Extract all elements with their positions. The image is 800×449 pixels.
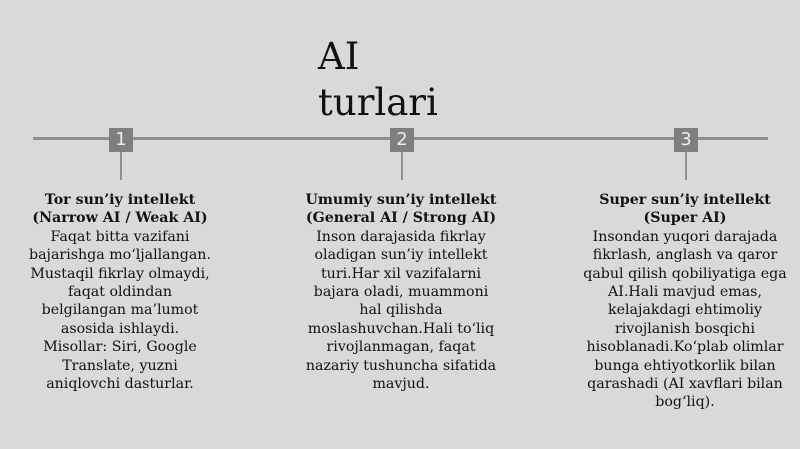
column-3-heading-line-1: Super sun’iy intellekt bbox=[599, 192, 771, 208]
column-1-body-line: Translate, yuzni bbox=[62, 357, 178, 374]
column-super-ai bbox=[567, 191, 800, 412]
column-3-body-line: AI.Hali mavjud emas, bbox=[608, 284, 762, 301]
column-1-heading-line-1: Tor sun’iy intellekt bbox=[44, 192, 196, 208]
column-3-body-line: kelajakdagi ehtimoliy bbox=[608, 302, 762, 319]
step-stem-2 bbox=[401, 152, 403, 180]
column-3-heading-line-2: (Super AI) bbox=[643, 210, 727, 227]
step-marker-3: 3 bbox=[674, 128, 698, 152]
column-3-body-line: qarashadi (AI xavflari bilan bbox=[587, 376, 783, 393]
column-1-body-line: asosida ishlaydi. bbox=[60, 320, 180, 337]
column-2-heading-line-1: Umumiy sun’iy intellekt bbox=[305, 192, 497, 208]
step-stem-1 bbox=[120, 152, 122, 180]
column-1-body-line: bajarishga mo‘ljallangan. bbox=[29, 247, 211, 264]
column-1-body-line: aniqlovchi dasturlar. bbox=[46, 376, 194, 393]
column-2-body-line: mavjud. bbox=[372, 376, 430, 393]
column-2-body-line: hal qilishda bbox=[359, 302, 443, 319]
column-3-body-line: Insondan yuqori darajada bbox=[592, 228, 778, 245]
column-1-body-line: Faqat bitta vazifani bbox=[50, 228, 190, 245]
column-3-body-line: hisoblanadi.Ko‘plab olimlar bbox=[586, 339, 784, 356]
step-stem-3 bbox=[685, 152, 687, 180]
column-2-body-line: nazariy tushuncha sifatida bbox=[305, 357, 497, 374]
column-1-body-line: belgilangan ma’lumot bbox=[41, 302, 199, 319]
step-marker-1: 1 bbox=[109, 128, 133, 152]
title-line-2: turlari bbox=[318, 81, 438, 124]
column-2-body-line: turi.Har xil vazifalarni bbox=[320, 265, 482, 282]
column-1-body-line: faqat oldindan bbox=[68, 284, 172, 301]
column-narrow-ai bbox=[20, 191, 220, 393]
column-2-heading-line-2: (General AI / Strong AI) bbox=[305, 210, 497, 227]
column-3-body-line: bunga ehtiyotkorlik bilan bbox=[594, 357, 776, 374]
column-2-body-line: rivojlanmagan, faqat bbox=[326, 339, 476, 356]
column-3-body-line: rivojlanish bosqichi bbox=[614, 320, 756, 337]
column-2-body-line: Inson darajasida fikrlay bbox=[316, 228, 486, 245]
column-1-body-line: Mustaqil fikrlay olmaydi, bbox=[30, 265, 210, 282]
column-3-body-line: fikrlash, anglash va qaror bbox=[592, 247, 778, 264]
column-3-body-line: bog‘liq). bbox=[655, 394, 715, 411]
column-general-ai bbox=[288, 191, 514, 393]
column-3-body-line: qabul qilish qobiliyatiga ega bbox=[583, 265, 787, 282]
step-marker-2: 2 bbox=[390, 128, 414, 152]
column-1-heading-line-2: (Narrow AI / Weak AI) bbox=[32, 210, 208, 227]
column-2-body-line: bajara oladi, muammoni bbox=[313, 284, 489, 301]
column-2-body-line: oladigan sun’iy intellekt bbox=[314, 247, 488, 264]
title-line-1: AI bbox=[318, 35, 360, 78]
column-1-body-line: Misollar: Siri, Google bbox=[43, 339, 197, 356]
diagram-title bbox=[318, 34, 478, 126]
column-2-body-line: moslashuvchan.Hali to‘liq bbox=[307, 320, 495, 337]
